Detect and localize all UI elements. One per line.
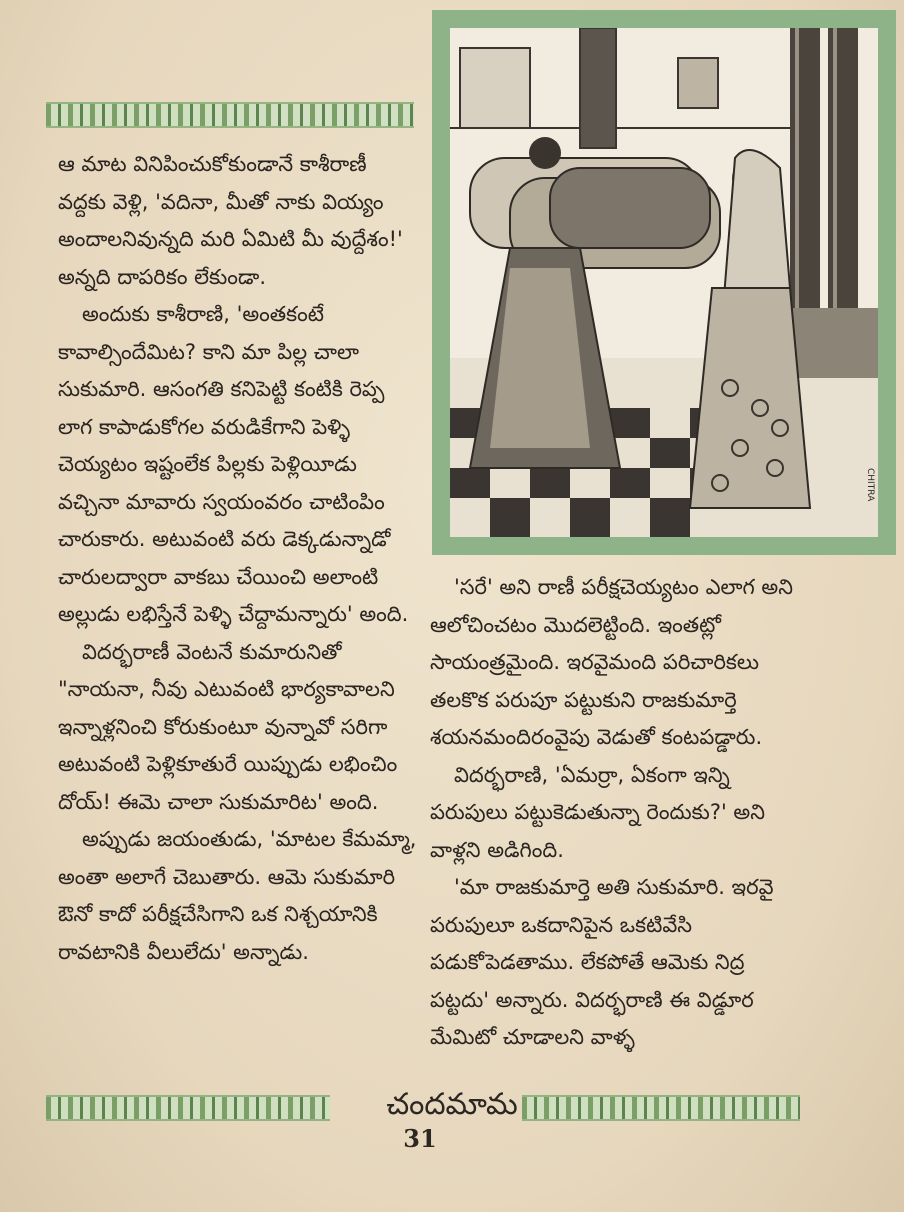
pillars — [780, 28, 878, 378]
right-text-column — [430, 569, 810, 1057]
paragraph: విదర్భరాణి, 'ఏమర్రా, ఏకంగా ఇన్ని పరుపులు పట్టుకెడుతున్నా రెందుకు?' అని వాళ్లని అడిగింది. — [430, 762, 765, 862]
story-illustration — [432, 10, 896, 555]
magazine-title: చందమామ — [386, 1087, 518, 1122]
top-decorative-border — [46, 102, 414, 128]
left-text-column — [58, 146, 418, 971]
paragraph: ఆ మాట వినిపించుకోకుండానే కాశీరాణీ వద్దకు వెళ్లి, 'వదినా, మీతో నాకు వియ్యం అందాలనివున్నది మరి ఏమిటి మీ వుద్దేశం!' అన్నది దాపరికం లేకుండా. — [58, 152, 403, 289]
mattress-stack — [470, 158, 720, 268]
artist-signature: CHITRA — [865, 468, 875, 502]
footer-border-right — [522, 1095, 800, 1121]
paragraph: అప్పుడు జయంతుడు, 'మాటల కేమమ్మా, అంతా అలాగే చెబుతారు. ఆమె సుకుమారి ఔనో కాదో పరీక్షచేసిగాని ఒక నిశ్చయానికి రావటానికి వీలులేదు' అన్నాడు. — [58, 827, 417, 964]
illustration-drawing — [450, 28, 878, 537]
paragraph: అందుకు కాశీరాణి, 'అంతకంటే కావాల్సిందేమిట? కాని మా పిల్ల చాలా సుకుమారి. ఆసంగతి కనిపెట్టి కంటికి రెప్ప లాగ కాపాడుకోగల వరుడికేగాని పెళ్ళి చెయ్యటం ఇష్టంలేక పిల్లకు పెళ్లియీడు వచ్చినా మావారు స్వయంవరం చాటింపిం చారుకారు. అటువంటి వరు డెక్కడున్నాడో చారులద్వారా వాకబు చేయించి అలాంటి అల్లుడు లభిస్తేనే పెళ్ళి చేద్దామన్నారు' అంది. — [58, 302, 409, 626]
paragraph: 'మా రాజకుమార్తె అతి సుకుమారి. ఇరవై పరుపులూ ఒకదానిపైన ఒకటివేసి పడుకోపెడతాము. లేకపోతే ఆమెకు నిద్ర పట్టదు' అన్నారు. విదర్భరాణి ఈ విడ్డూర మేమిటో చూడాలని వాళ్ళ — [430, 875, 774, 1049]
palace-wall — [450, 28, 790, 148]
page-number: 31 — [403, 1124, 437, 1153]
paragraph: 'సరే' అని రాణీ పరీక్షచెయ్యటం ఎలాగ అని ఆలోచించటం మొదలెట్టింది. ఇంతట్లో సాయంత్రమైంది. ఇరవైమంది పరిచారికలు తలకొక పరుపూ పట్టుకుని రాజకుమార్తె శయనమందిరంవైపు వెడుతో కంటపడ్డారు. — [430, 575, 793, 749]
footer-border-left — [46, 1095, 330, 1121]
paragraph: విదర్భరాణీ వెంటనే కుమారునితో "నాయనా, నీవు ఎటువంటి భార్యకావాలని ఇన్నాళ్లనించి కోరుకుంటూ వున్నావో సరిగా అటువంటి పెళ్లికూతురే యిప్పుడు లభించిం దోయ్! ఈమె చాలా సుకుమారిట' అంది. — [58, 639, 398, 814]
